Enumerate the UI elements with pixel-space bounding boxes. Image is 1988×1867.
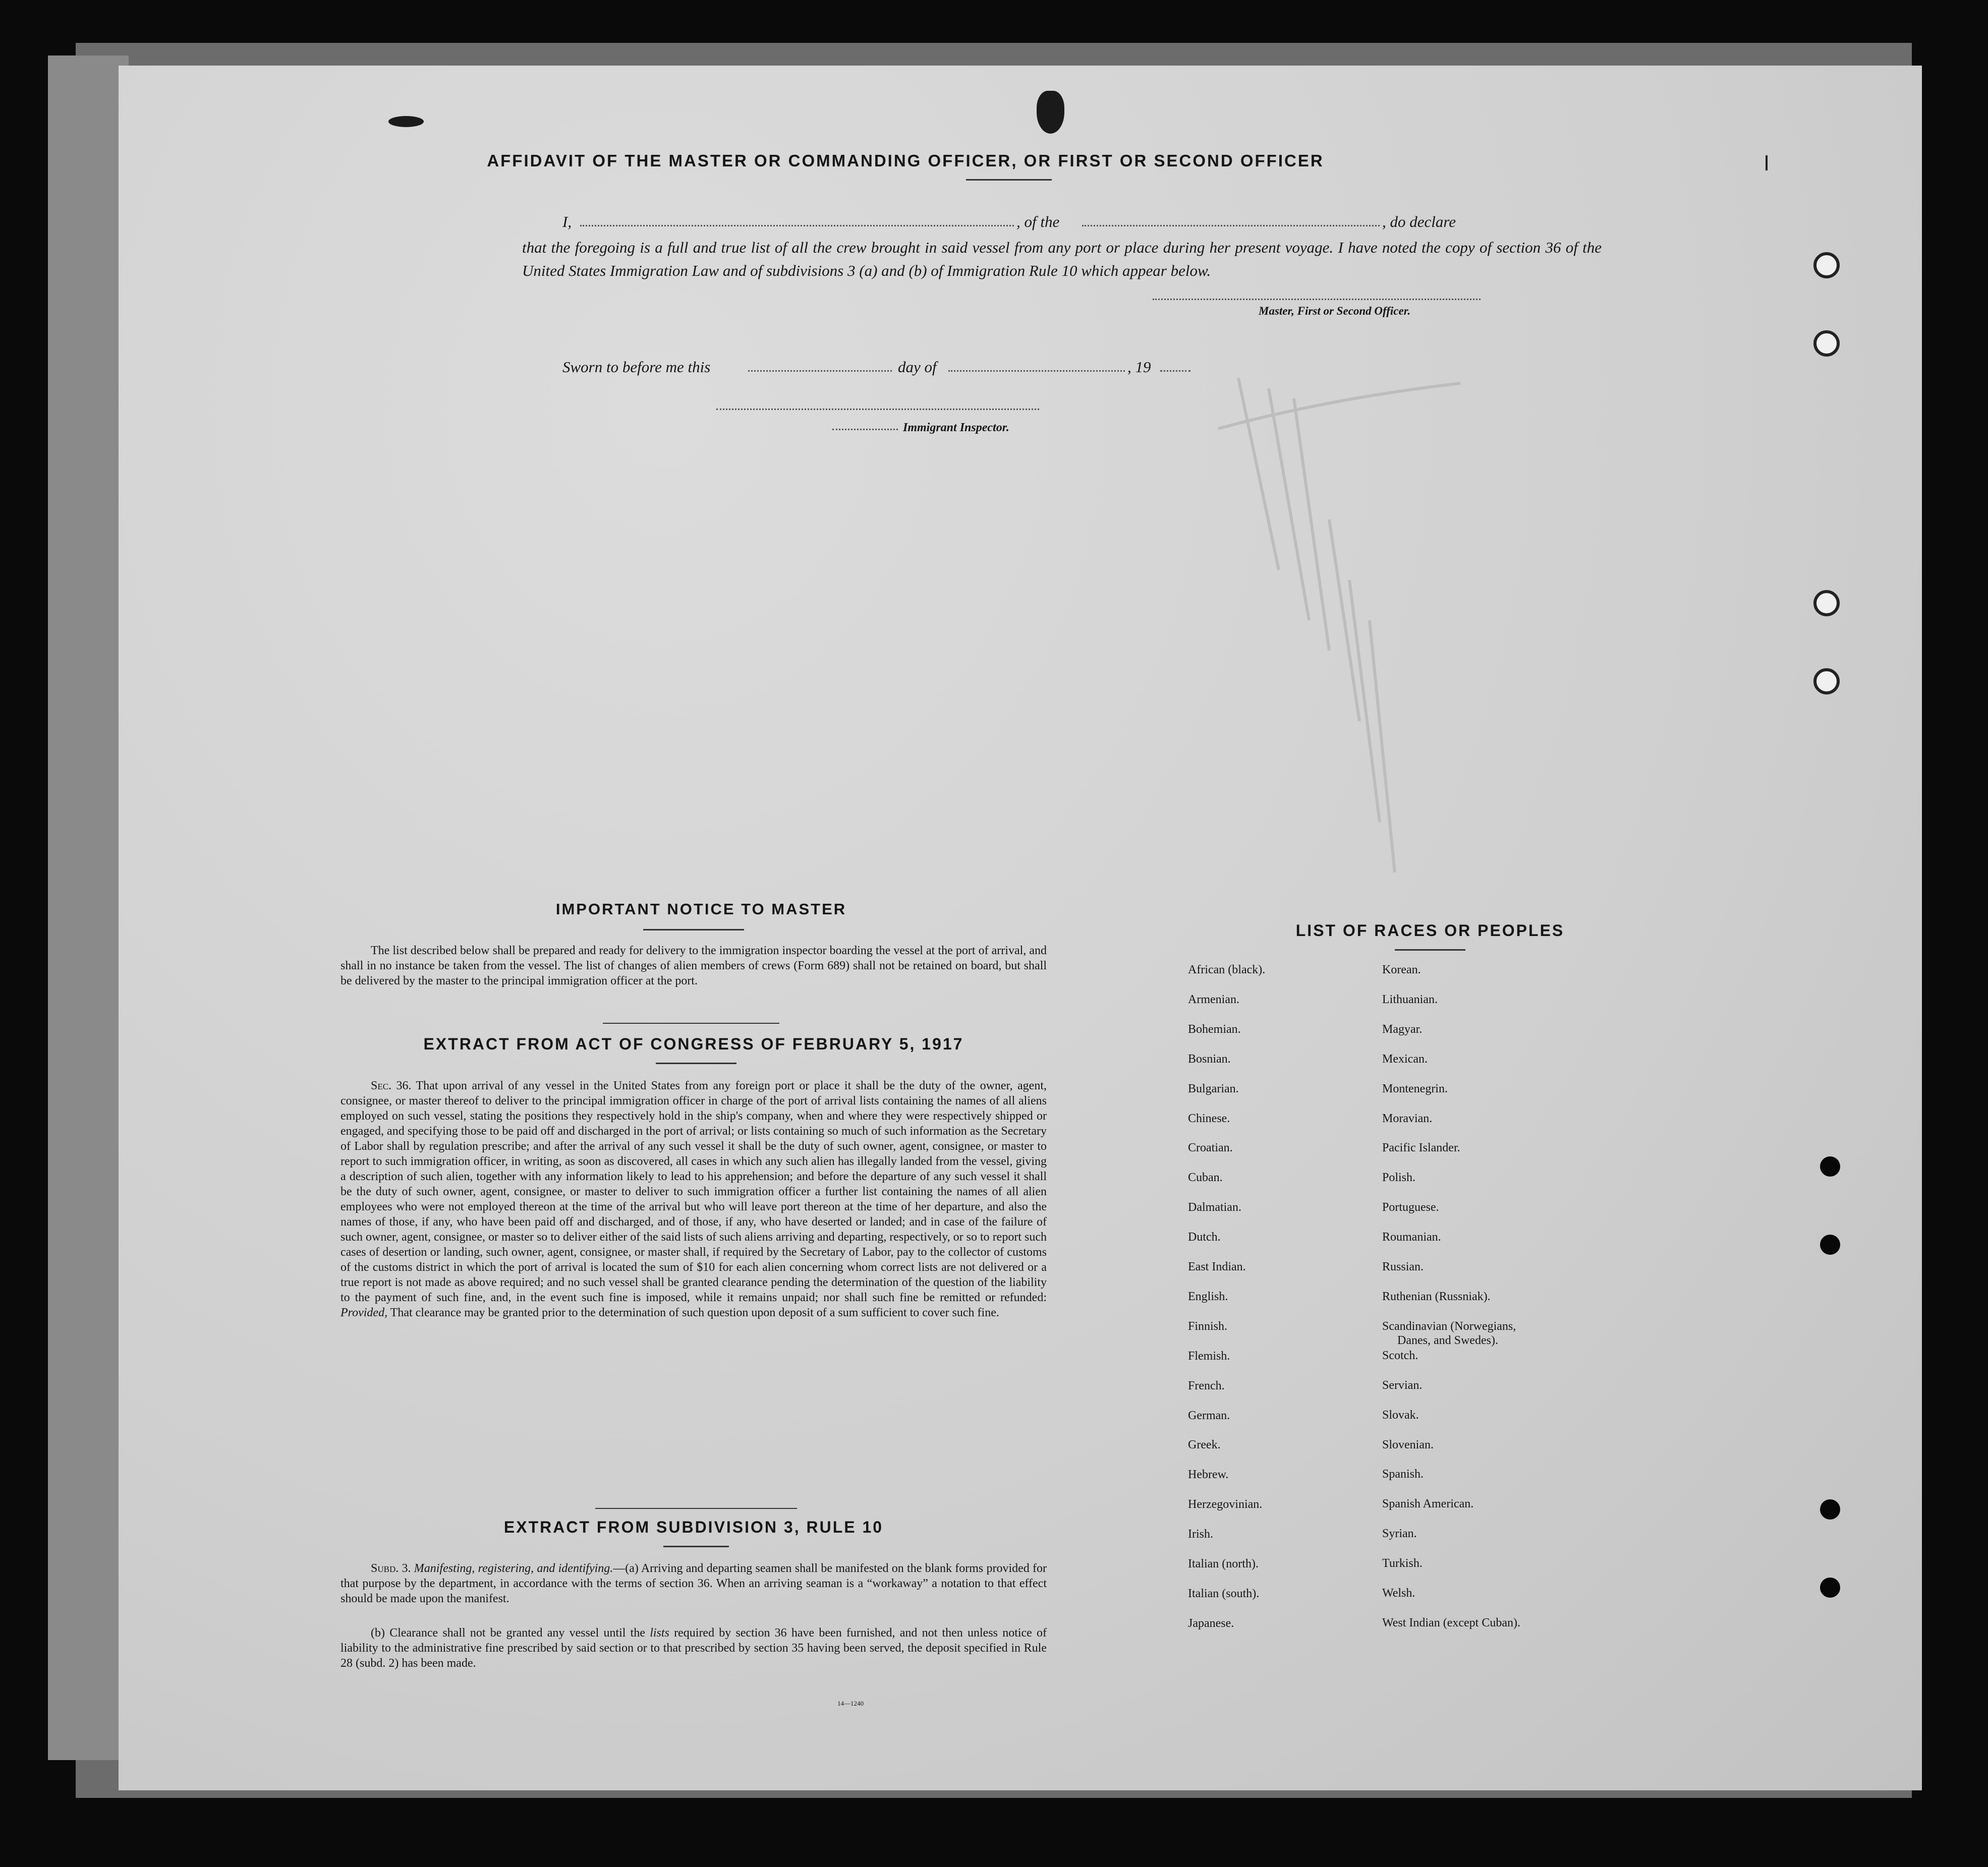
- subd-label: Subd. 3.: [371, 1562, 411, 1575]
- race-item: Slovak.: [1382, 1408, 1419, 1422]
- rule-para-b-start: (b) Clearance shall not be granted any vessel until the: [371, 1626, 645, 1640]
- of-the-label: , of the: [1016, 213, 1060, 230]
- sworn-month-field[interactable]: [948, 370, 1125, 372]
- race-item: Danes, and Swedes).: [1397, 1333, 1498, 1347]
- race-item: French.: [1188, 1379, 1225, 1392]
- race-item: Syrian.: [1382, 1527, 1417, 1541]
- act-body-text: 36. That upon arrival of any vessel in the United States from any foreign port or place it shall be the duty of the owner, agent, consignee, or master thereof to deliver to the principal immigration officer in charge of the port of arrival lists containing the names of all aliens employed on such vessel, stating the positions they respectively hold in the ship's company, when and where they were respectively shipped or engaged, and specifying those to be paid off and discharged in the port of arrival; or lists containing so much of such information as the Secretary of Labor shall by regulation prescribe; and after the arrival of any such vessel it shall be the duty of such owner, agent, consignee, or master to report to such immigration officer, in writing, as soon as discovered, all cases in which any such alien has illegally landed from the vessel, giving a description of such alien, together with any information likely to lead to his apprehension; and before the departure of any such vessel it shall be the duty of such owner, agent, consignee, or master to deliver to such immigration officer a further list containing the names of all alien employees who were not employed thereon at the time of the arrival but who will leave port thereon at the time of her departure, and also the names of those, if any, who have been paid off and discharged, and of those, if any, who have deserted or landed; and in case of the failure of such owner, agent, consignee, or master so to deliver either of the said lists of such aliens arriving and departing, respectively, or so to report such cases of desertion or landing, such owner, agent, consignee, or master shall, if required by the Secretary of Labor, pay to the collector of customs of the customs district in which the port of arrival is located the sum of $10 for each alien concerning whom correct lists are not delivered or a true report is not made as above required; and no such vessel shall be granted clearance pending the determination of the question of the liability to the payment of such fine, and, in the event such fine is imposed, while it remains unpaid; nor shall such fine be remitted or refunded:: [340, 1079, 1047, 1304]
- race-item: Armenian.: [1188, 993, 1239, 1006]
- race-item: East Indian.: [1188, 1260, 1246, 1273]
- binder-hole: [1813, 590, 1840, 616]
- lists-word: lists: [650, 1626, 669, 1640]
- race-item: Irish.: [1188, 1528, 1213, 1541]
- race-item: Italian (north).: [1188, 1557, 1259, 1570]
- title-rule: [966, 179, 1052, 181]
- notice-title: IMPORTANT NOTICE TO MASTER: [555, 900, 847, 918]
- ink-blot: [388, 116, 424, 127]
- affidavit-body: that the foregoing is a full and true list of all the crew brought in said vessel from any port or place during her present voyage. I have noted the copy of section 36 of the United States Immigration Law and of subdivisions 3 (a) and (b) of Immigration Rule 10 which appear below.: [522, 239, 1602, 279]
- affidavit-title: AFFIDAVIT OF THE MASTER OR COMMANDING OFFICER, OR FIRST OR SECOND OFFICER: [487, 151, 1324, 170]
- race-item: African (black).: [1188, 963, 1266, 976]
- race-item: Magyar.: [1382, 1022, 1423, 1036]
- section-rule: [595, 1508, 797, 1509]
- rule-title: EXTRACT FROM SUBDIVISION 3, RULE 10: [503, 1518, 884, 1536]
- race-item: Greek.: [1188, 1438, 1221, 1452]
- race-item: Russian.: [1382, 1260, 1424, 1273]
- race-item: Chinese.: [1188, 1112, 1230, 1125]
- inspector-signature-field[interactable]: [716, 409, 1039, 410]
- race-item: Welsh.: [1382, 1587, 1415, 1600]
- races-title: LIST OF RACES OR PEOPLES: [1295, 921, 1565, 940]
- i-label: I,: [562, 213, 572, 230]
- binder-hole: [1813, 668, 1840, 694]
- race-item: Roumanian.: [1382, 1231, 1441, 1244]
- rule-para-a-text: —(a) Arriving and departing seamen shall be manifested on the blank forms provided for that purpose by the department, in accordance with the terms of section 36. When an arriving seaman is a “workaway” a notation to that effect should be made upon the manifest.: [340, 1562, 1047, 1605]
- race-item: Scandinavian (Norwegians,: [1382, 1319, 1516, 1333]
- act-rule: [656, 1063, 736, 1064]
- notice-body: The list described below shall be prepared and ready for delivery to the immigration inspector boarding the vessel at the port of arrival, and shall in no instance be taken from the vessel. The list of changes of alien members of crews (Form 689) shall not be retained on board, but shall be delivered by the master to the principal immigration officer at the port.: [340, 944, 1047, 987]
- race-item: Japanese.: [1188, 1616, 1234, 1630]
- race-item: Pacific Islander.: [1382, 1141, 1460, 1155]
- race-item: Hebrew.: [1188, 1468, 1229, 1482]
- day-of-label: day of: [898, 358, 937, 376]
- underlying-sheet-edge: [48, 55, 129, 1760]
- sec-label: Sec.: [371, 1079, 392, 1092]
- form-number: 14—1240: [837, 1700, 864, 1707]
- master-signature-field[interactable]: [1153, 299, 1481, 300]
- race-item: Bohemian.: [1188, 1022, 1241, 1036]
- race-item: Portuguese.: [1382, 1201, 1439, 1214]
- race-item: Ruthenian (Russniak).: [1382, 1290, 1491, 1303]
- race-item: Servian.: [1382, 1378, 1423, 1392]
- binder-hole: [1820, 1156, 1840, 1177]
- do-declare-label: , do declare: [1382, 213, 1456, 230]
- race-item: Mexican.: [1382, 1052, 1428, 1066]
- act-title: EXTRACT FROM ACT OF CONGRESS OF FEBRUARY 5, 1917: [423, 1035, 964, 1053]
- race-item: Cuban.: [1188, 1171, 1223, 1185]
- provided-label: Provided,: [340, 1306, 388, 1319]
- inspector-label: Immigrant Inspector.: [903, 421, 1009, 434]
- race-item: Slovenian.: [1382, 1438, 1434, 1451]
- binder-hole: [1813, 330, 1840, 357]
- race-item: Herzegovinian.: [1188, 1498, 1263, 1511]
- vessel-field[interactable]: [1082, 225, 1380, 226]
- race-item: Croatian.: [1188, 1141, 1233, 1155]
- binder-hole: [1820, 1578, 1840, 1598]
- act-body: [340, 1078, 1047, 1320]
- rule-para-a: [340, 1561, 1047, 1606]
- master-signature-label: Master, First or Second Officer.: [1259, 305, 1411, 317]
- rule-title-rule: [663, 1546, 729, 1547]
- race-item: Polish.: [1382, 1171, 1416, 1185]
- rule-heading: Manifesting, registering, and identifying.: [414, 1562, 613, 1575]
- binder-hole: [1820, 1235, 1840, 1255]
- notice-rule: [643, 929, 744, 930]
- race-item: Bosnian.: [1188, 1052, 1231, 1066]
- race-item: English.: [1188, 1290, 1228, 1303]
- binder-hole: [1813, 252, 1840, 278]
- race-item: Dalmatian.: [1188, 1201, 1241, 1214]
- document-page: [119, 66, 1922, 1790]
- race-item: Flemish.: [1188, 1349, 1230, 1363]
- edge-mark: [1766, 155, 1768, 170]
- race-item: Finnish.: [1188, 1319, 1228, 1333]
- sworn-label: Sworn to before me this: [562, 358, 711, 376]
- race-item: Korean.: [1382, 963, 1421, 976]
- races-rule: [1395, 949, 1465, 951]
- inspector-signature-lead: [832, 429, 898, 430]
- ink-blot: [1037, 91, 1064, 134]
- race-item: Montenegrin.: [1382, 1082, 1448, 1095]
- race-item: Italian (south).: [1188, 1587, 1260, 1600]
- act-body-end: That clearance may be granted prior to the determination of such question upon deposit of a sum sufficient to cover such fine.: [390, 1306, 999, 1319]
- rule-para-b-end: required by section 36 have been furnished, and not then unless notice of liability to the administrative fine prescribed by said section or to that prescribed by section 35 having been served, the deposit specified in Rule 28 (subd. 2) has been made.: [340, 1626, 1047, 1670]
- race-item: Dutch.: [1188, 1231, 1221, 1244]
- year-prefix: , 19: [1127, 358, 1151, 376]
- sworn-day-field[interactable]: [748, 370, 892, 372]
- race-item: Spanish.: [1382, 1468, 1424, 1481]
- race-item: Turkish.: [1382, 1557, 1423, 1570]
- race-item: German.: [1188, 1409, 1230, 1422]
- binder-hole: [1820, 1499, 1840, 1520]
- rule-para-b: [340, 1625, 1047, 1671]
- race-item: Moravian.: [1382, 1112, 1433, 1125]
- name-field[interactable]: [580, 225, 1014, 226]
- race-item: Spanish American.: [1382, 1497, 1474, 1511]
- race-item: Scotch.: [1382, 1349, 1418, 1362]
- race-item: Lithuanian.: [1382, 993, 1438, 1006]
- section-rule: [603, 1023, 779, 1024]
- bleed-through-marks: [1178, 368, 1531, 923]
- race-item: Bulgarian.: [1188, 1082, 1239, 1095]
- race-item: West Indian (except Cuban).: [1382, 1616, 1520, 1629]
